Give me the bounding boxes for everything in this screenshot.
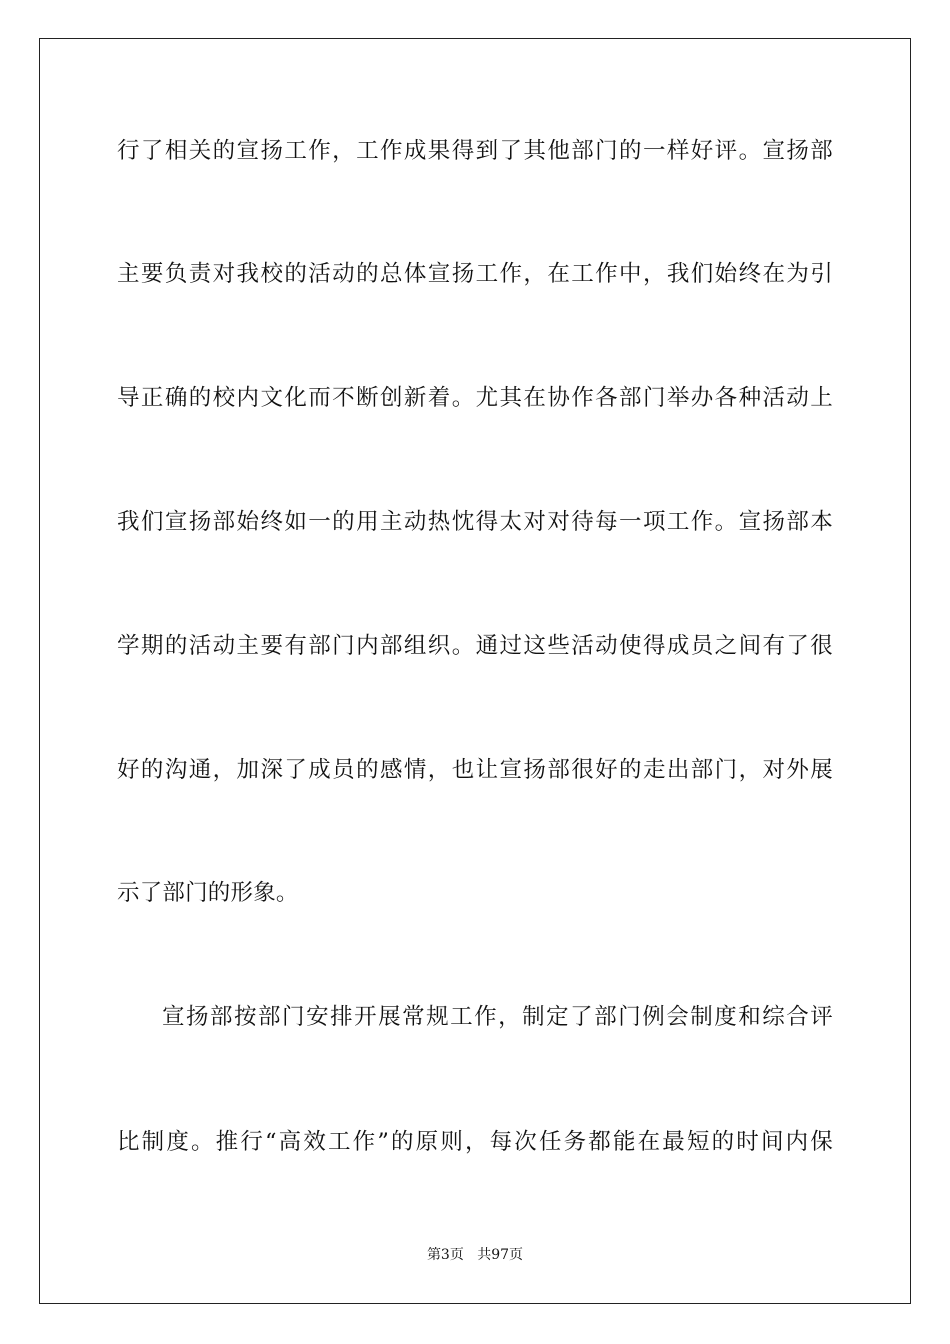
page-footer xyxy=(0,1246,950,1264)
body-text-line: 行了相关的宣扬工作，工作成果得到了其他部门的一样好评。宣扬部 xyxy=(117,138,833,164)
page-total: 共97页 xyxy=(477,1247,524,1263)
body-text-line: 学期的活动主要有部门内部组织。通过这些活动使得成员之间有了很 xyxy=(117,633,833,659)
body-text-line: 导正确的校内文化而不断创新着。尤其在协作各部门举办各种活动上 xyxy=(117,385,833,411)
page-number: 第3页 xyxy=(426,1247,464,1263)
body-text-line: 示了部门的形象。 xyxy=(117,880,299,906)
body-text-line: 比制度。推行“高效工作”的原则，每次任务都能在最短的时间内保 xyxy=(117,1129,833,1155)
body-text-line: 主要负责对我校的活动的总体宣扬工作，在工作中，我们始终在为引 xyxy=(117,261,833,287)
body-text-line: 好的沟通，加深了成员的感情，也让宣扬部很好的走出部门，对外展 xyxy=(117,757,833,783)
paragraph-first-line: 宣扬部按部门安排开展常规工作，制定了部门例会制度和综合评 xyxy=(162,1004,833,1030)
body-text-line: 我们宣扬部始终如一的用主动热忱得太对对待每一项工作。宣扬部本 xyxy=(117,509,833,535)
page-border xyxy=(39,38,911,1304)
